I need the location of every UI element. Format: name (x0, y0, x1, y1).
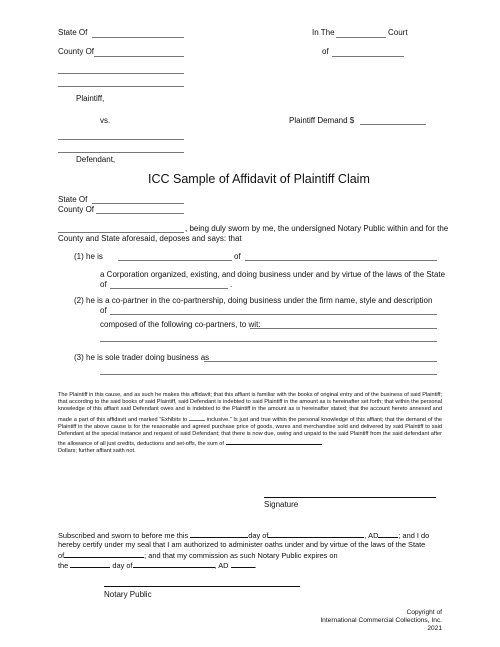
signature-line[interactable] (264, 497, 436, 498)
notary-line-4a: the (58, 561, 69, 571)
expiry-year-field[interactable] (231, 560, 257, 571)
court-name-field[interactable] (336, 37, 386, 38)
expiry-month-field[interactable] (133, 560, 215, 568)
paragraph-part-3: Dollars; further affiant saith not. (58, 448, 136, 455)
paragraph-part-1: The Plaintiff in this cause, and as such he makes this affidavit; that this affiant is familiar with the books of original entry and of the business of said Plaintiff; that according to the said books of said Plaintiff, said Defendant is indebted to said Plaintiff in the amount as is hereinafter set forth; that within the personal knowledge of this affiant said Defendant owes and is indebted to the Plaintiff in the amount as is hereinafter stated; that the account hereto annexed and made a part of this affidavit and marked “Exhibits to (58, 392, 442, 423)
document-title: ICC Sample of Affidavit of Plaintiff Claim (148, 172, 370, 186)
notary-line-4b: day of (112, 561, 133, 571)
court-label: Court (388, 28, 408, 37)
item-2-of-label: of (100, 306, 107, 315)
sole-trader-field-2[interactable] (100, 374, 437, 375)
notary-line-4d: . (254, 561, 257, 571)
exhibits-to-field[interactable] (189, 413, 205, 421)
plaintiff-name-line-1[interactable] (58, 73, 184, 74)
notary-line-1c: , AD (364, 531, 379, 540)
sworn-text: , being duly sworn by me, the undersigned Notary Public within and for the (185, 224, 449, 233)
affidavit-paragraph (58, 392, 442, 455)
notary-line-1a: Subscribed and sworn to before me this (58, 531, 189, 540)
defendant-name-line-1[interactable] (58, 139, 184, 140)
notary-year-field[interactable] (378, 530, 398, 538)
state-of-field[interactable] (92, 37, 184, 38)
in-the-label: In The (312, 28, 335, 37)
item-2-text: (2) he is a co-partner in the co-partnership, doing business under the firm name, style and description (74, 296, 433, 305)
notary-signature-line[interactable] (104, 586, 300, 587)
county-of-label: County Of (58, 47, 95, 56)
item-3-text: (3) he is sole trader doing business as (74, 353, 210, 362)
plaintiff-demand-label: Plaintiff Demand $ (289, 116, 355, 125)
sum-field[interactable] (226, 437, 322, 445)
expiry-day-field[interactable] (70, 560, 110, 568)
notary-line-1d: ; and I do (398, 531, 430, 540)
notary-paragraph (58, 530, 442, 571)
plaintiff-demand-field[interactable] (360, 124, 426, 125)
venue-county-field[interactable] (96, 213, 184, 214)
notary-day-field[interactable] (190, 530, 248, 538)
copyright-line-2: International Commercial Collections, Inc. (320, 617, 442, 624)
venue-state-field[interactable] (92, 203, 184, 204)
copyright-line-1: Copyright of (406, 609, 442, 616)
paragraph-part-2: inclusive.” Is just and true within the personal knowledge of this affiant; that the demand of the Plaintiff in the above cause is for the reasonable and agreed purchase price of goods, wares and merchandise sold and delivered by said Plaintiff to said Defendant at the special instance and request of said Defendant; that there is now due, owing and unpaid to the said Plaintiff from the said defendant after the allowance of all just credits, deductions and set-offs, the sum of (58, 416, 442, 448)
composed-text: composed of the following co-partners, to wit: (100, 320, 261, 329)
plaintiff-name-line-2[interactable] (58, 86, 184, 87)
sole-trader-name-field[interactable] (204, 361, 437, 362)
item-1-of-label: of (234, 252, 241, 261)
notary-month-field[interactable] (268, 530, 364, 538)
notary-line-4c: , AD (214, 561, 229, 571)
court-of-label: of (322, 47, 329, 56)
firm-name-field[interactable] (110, 314, 437, 315)
item-1-title-field[interactable] (118, 260, 232, 261)
corporation-text: a Corporation organized, existing, and doing business under and by virtue of the laws of the State (100, 270, 446, 279)
state-of-label: State Of (58, 28, 88, 37)
defendant-label: Defendant, (76, 155, 116, 164)
state-period: . (230, 280, 233, 289)
court-of-field[interactable] (332, 56, 404, 57)
venue-state-of-label: State Of (58, 195, 88, 204)
notary-public-label: Notary Public (104, 590, 152, 599)
state-of-incorporation-field[interactable] (110, 288, 228, 289)
state-of-incorporation-label: of (100, 280, 107, 289)
county-of-field[interactable] (94, 56, 184, 57)
notary-line-3a: of (58, 550, 65, 560)
notary-line-3b: ; and that my commission as such Notary Public expires on (144, 550, 338, 560)
co-partners-field-2[interactable] (100, 341, 437, 342)
county-state-text: County and State aforesaid, deposes and says: that (58, 234, 242, 243)
defendant-name-line-2[interactable] (58, 152, 184, 153)
co-partners-field-1[interactable] (250, 328, 437, 329)
item-1-label: (1) he is (74, 252, 103, 261)
plaintiff-label: Plaintiff, (76, 94, 105, 103)
vs-label: vs. (100, 116, 111, 125)
item-1-company-field[interactable] (245, 260, 437, 261)
notary-line-2: hereby certify under my seal that I am authorized to administer oaths under and by virtue of the laws of the State (58, 540, 426, 550)
notary-state-field[interactable] (64, 550, 144, 558)
affiant-name-field[interactable] (58, 232, 184, 233)
copyright-line-3: 2021 (427, 625, 442, 632)
signature-label: Signature (264, 500, 299, 509)
notary-line-1b: day of (248, 531, 269, 540)
venue-county-of-label: County Of (58, 205, 95, 214)
